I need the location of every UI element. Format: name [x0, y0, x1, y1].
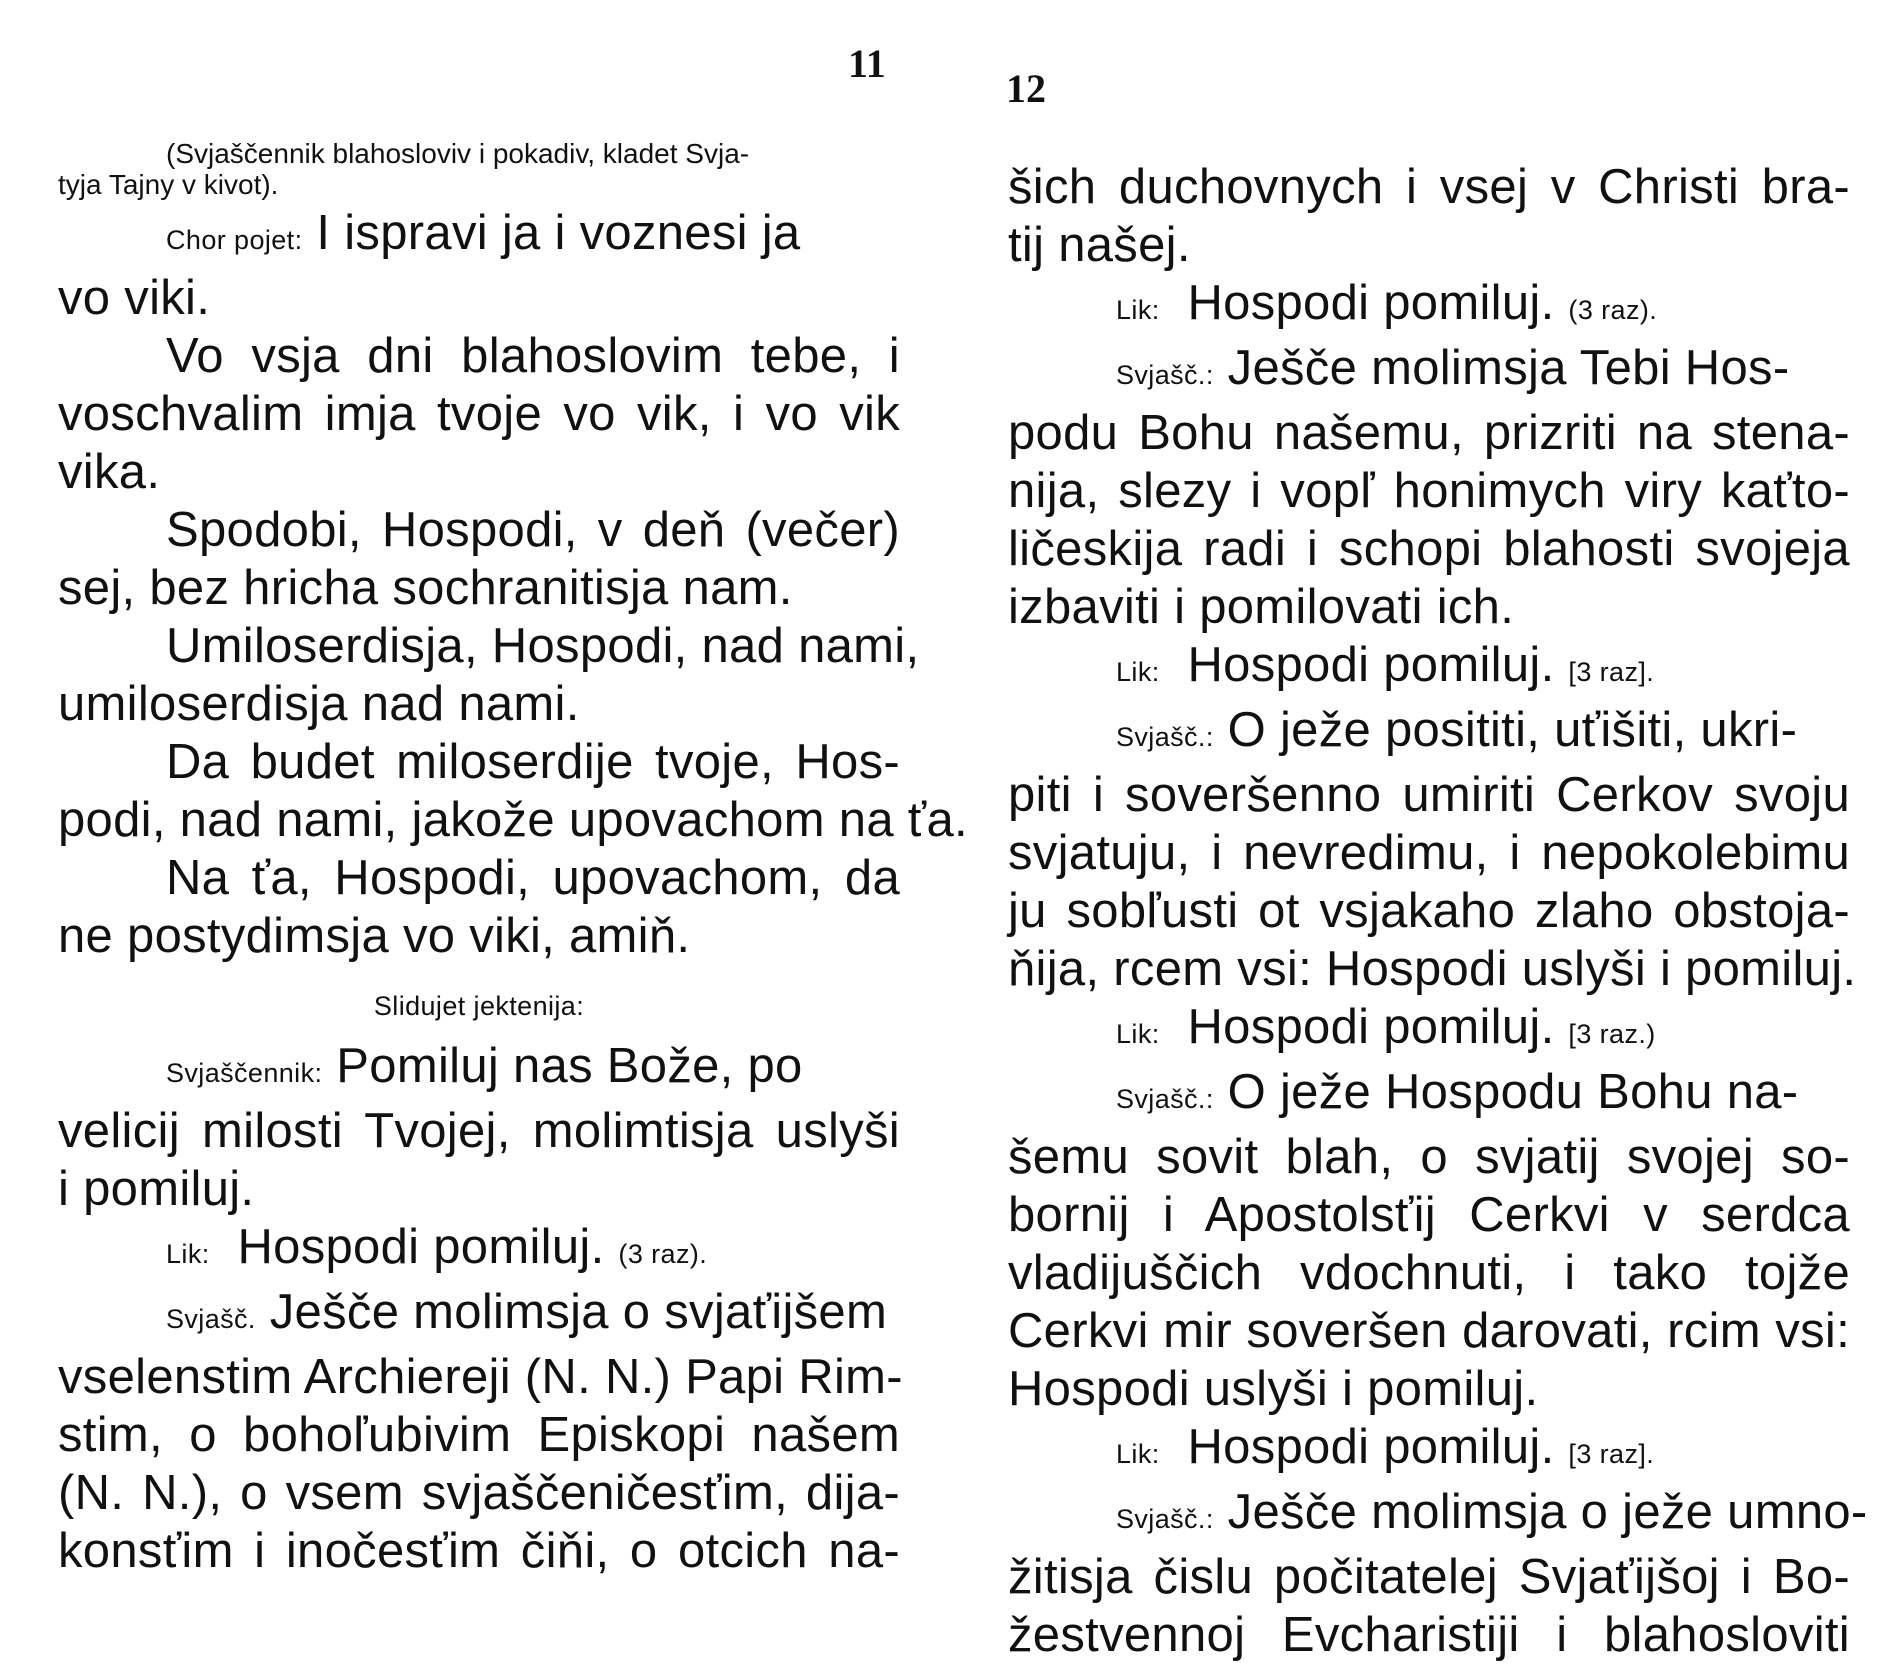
text-line: podu Bohu našemu, prizriti na stena- — [1008, 406, 1850, 460]
text-line: Cerkvi mir soveršen darovati, rcim vsi: — [1008, 1304, 1850, 1358]
text-line: ne postydimsja vo viki, amiň. — [58, 909, 691, 963]
text-line: Umiloserdisja, Hospodi, nad nami, — [166, 619, 920, 673]
prayer-text: Ješče molimsja o svjaťijšem — [269, 1285, 888, 1339]
chor-line — [58, 204, 900, 269]
text-line: i pomiluj. — [58, 1162, 255, 1216]
text-line: svjatuju, i nevredimu, i nepokolebimu — [1008, 826, 1850, 880]
text-line: umiloserdisja nad nami. — [58, 677, 580, 731]
speaker-label: Lik: — [1116, 1439, 1160, 1469]
text-line: šemu sovit blah, o svjatij svojej so- — [1008, 1130, 1850, 1184]
rubric-note-line: (Svjaščennik blahosloviv i pokadiv, kladet Svja- — [166, 138, 750, 169]
speaker-label: Lik: — [1116, 657, 1160, 687]
page-number: 12 — [1006, 66, 1046, 111]
text-line: ňija, rcem vsi: Hospodi uslyši i pomiluj. — [1008, 942, 1857, 996]
text-line: vselenstim Archiereji (N. N.) Papi Rim- — [58, 1350, 903, 1404]
prayer-text: Ješče molimsja Tebi Hos- — [1227, 341, 1790, 395]
chant-text: I ispravi ja i voznesi ja — [316, 206, 801, 260]
text-line: konsťim i inočesťim čiňi, o otcich na- — [58, 1524, 900, 1578]
prayer-text: Ješče molimsja o ježe umno- — [1227, 1485, 1868, 1539]
text-line: žitisja čislu počitatelej Svjaťijšoj i Bo- — [1008, 1550, 1850, 1604]
text-line: žestvennoj Evcharistiji i blahosloviti — [1008, 1608, 1850, 1662]
text-line: bornij i Apostolsťij Cerkvi v serdca — [1008, 1188, 1850, 1242]
response-text: Hospodi pomiluj. — [1187, 1000, 1555, 1054]
response-line — [1008, 274, 1850, 339]
text-line: ju sobľusti ot vsjakaho zlaho obstoja- — [1008, 884, 1850, 938]
speaker-label: Chor pojet: — [166, 225, 303, 255]
prayer-text: O ježe posititi, uťišiti, ukri- — [1227, 703, 1798, 757]
prayer-line — [58, 1283, 900, 1348]
speaker-label: Svjašč.: — [1116, 1504, 1214, 1534]
right-text-column — [1008, 158, 1868, 1664]
repeat-count: [3 raz.) — [1568, 1019, 1656, 1049]
text-line: piti i soveršenno umiriti Cerkov svoju — [1008, 768, 1850, 822]
speaker-label: Svjašč.: — [1116, 360, 1214, 390]
repeat-count: (3 raz). — [1568, 295, 1658, 325]
text-line: Spodobi, Hospodi, v deň (večer) — [166, 503, 900, 557]
left-text-column — [58, 138, 968, 1580]
page-number: 11 — [848, 41, 886, 86]
response-text: Hospodi pomiluj. — [237, 1220, 605, 1274]
text-line: izbaviti i pomilovati ich. — [1008, 580, 1515, 634]
text-line: vo viki. — [58, 271, 211, 325]
text-line: stim, o bohoľubivim Episkopi našem — [58, 1408, 900, 1462]
response-text: Hospodi pomiluj. — [1187, 1420, 1555, 1474]
prayer-text: Pomiluj nas Bože, po — [336, 1039, 803, 1093]
text-line: sej, bez hricha sochranitisja nam. — [58, 561, 793, 615]
text-line: podi, nad nami, jakože upovachom na ťa. — [58, 793, 968, 847]
response-line — [1008, 1418, 1850, 1483]
repeat-count: [3 raz]. — [1568, 657, 1655, 687]
response-line — [1008, 636, 1850, 701]
prayer-line — [1008, 339, 1850, 404]
text-line: Vo vsja dni blahoslovim tebe, i — [166, 329, 900, 383]
text-line: nija, slezy i vopľ honimych viry kaťto- — [1008, 464, 1850, 518]
text-line: vladijuščich vdochnuti, i tako tojže — [1008, 1246, 1850, 1300]
text-line: voschvalim imja tvoje vo vik, i vo vik — [58, 387, 900, 441]
text-line: (N. N.), o vsem svjaščeničesťim, dija- — [58, 1466, 900, 1520]
response-text: Hospodi pomiluj. — [1187, 276, 1555, 330]
repeat-count: [3 raz]. — [1568, 1439, 1655, 1469]
response-text: Hospodi pomiluj. — [1187, 638, 1555, 692]
prayer-line — [1008, 1063, 1850, 1128]
prayer-line — [1008, 1483, 1868, 1548]
text-line: ličeskija radi i schopi blahosti svojeja — [1008, 522, 1850, 576]
text-line: šich duchovnych i vsej v Christi bra- — [1008, 160, 1850, 214]
speaker-label: Lik: — [166, 1239, 210, 1269]
speaker-label: Lik: — [1116, 295, 1160, 325]
speaker-label: Svjašč. — [166, 1304, 256, 1334]
section-heading: Slidujet jektenija: — [373, 991, 585, 1021]
speaker-label: Svjaščennik: — [166, 1058, 323, 1088]
repeat-count: (3 raz). — [618, 1239, 708, 1269]
speaker-label: Lik: — [1116, 1019, 1160, 1049]
speaker-label: Svjašč.: — [1116, 1084, 1214, 1114]
response-line — [58, 1218, 900, 1283]
text-line: Da budet miloserdije tvoje, Hos- — [166, 735, 900, 789]
text-line: Hospodi uslyši i pomiluj. — [1008, 1362, 1539, 1416]
prayer-line — [1008, 701, 1850, 766]
response-line — [1008, 998, 1850, 1063]
text-line: tij našej. — [1008, 218, 1191, 272]
text-line: velicij milosti Tvojej, molimtisja uslyši — [58, 1104, 900, 1158]
speaker-label: Svjašč.: — [1116, 722, 1214, 752]
prayer-text: O ježe Hospodu Bohu na- — [1227, 1065, 1799, 1119]
text-line: vika. — [58, 445, 161, 499]
rubric-note-line: tyja Tajny v kivot). — [58, 169, 279, 200]
text-line: Na ťa, Hospodi, upovachom, da — [166, 851, 900, 905]
prayer-line — [58, 1037, 900, 1102]
